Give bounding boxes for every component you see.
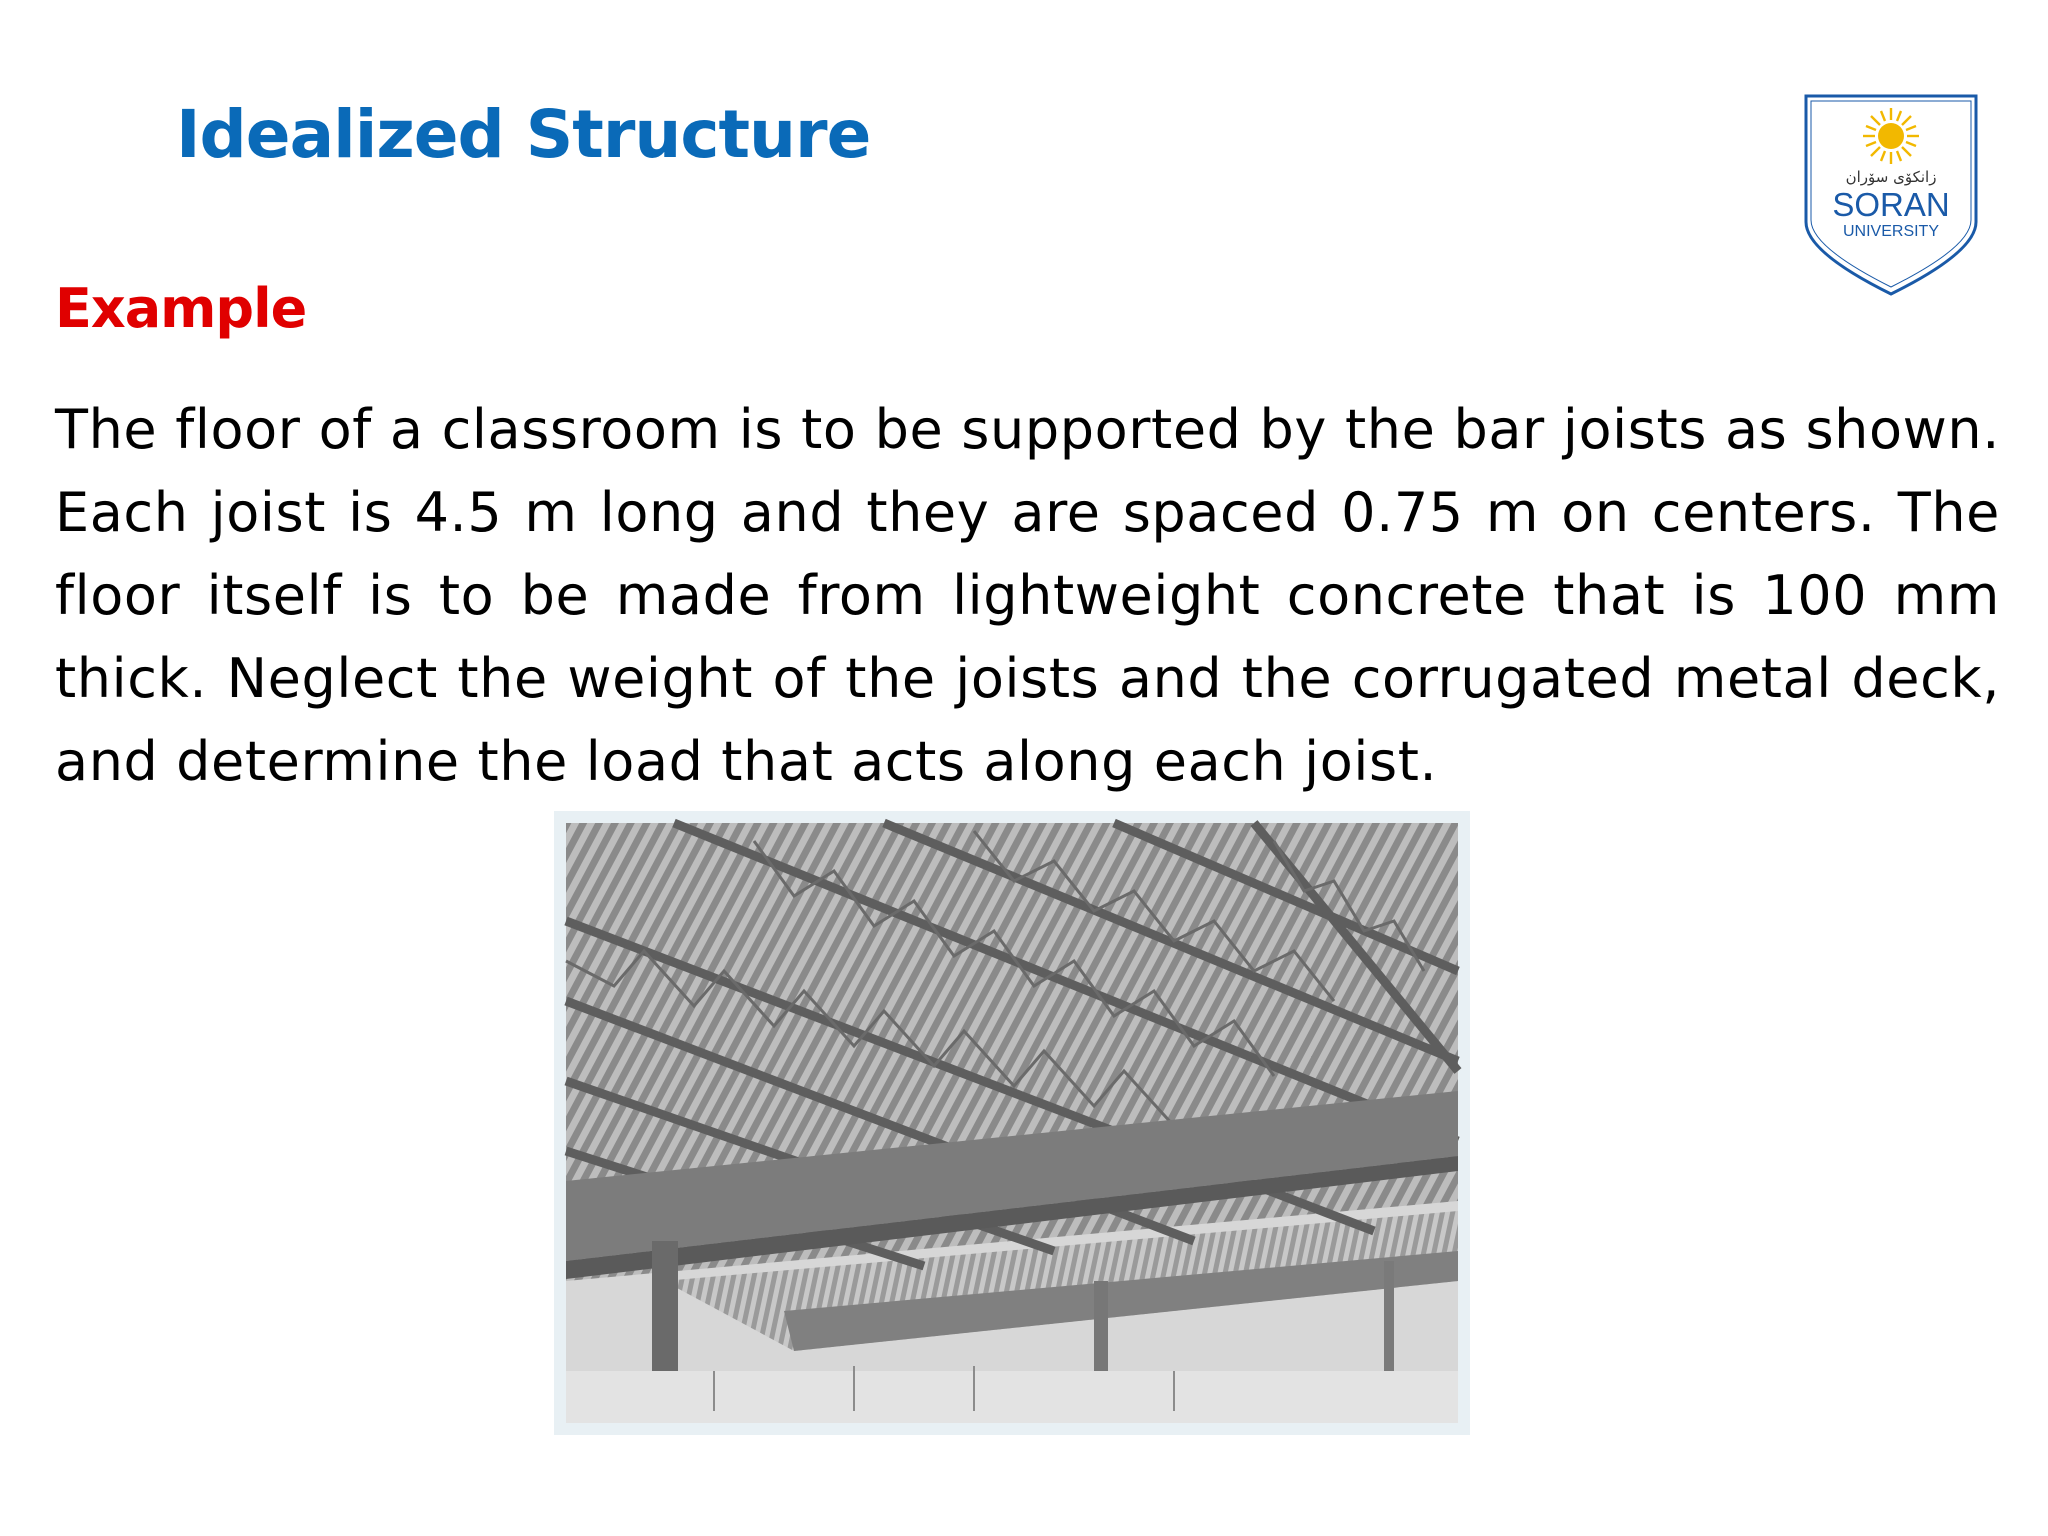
soran-university-logo <box>1804 94 1978 296</box>
example-heading: Example <box>55 277 307 340</box>
bar-joist-illustration <box>554 811 1470 1435</box>
logo-subname: UNIVERSITY <box>1842 223 1940 240</box>
logo-name: SORAN <box>1832 186 1950 223</box>
slide-title: Idealized Structure <box>176 96 871 173</box>
problem-statement: The floor of a classroom is to be supported by the bar joists as shown. Each joist is 4.5 m long and they are spaced 0.75 m on centers. The floor itself is to be made from lightweight concrete that is 100 mm thick. Neglect the weight of the joists and the corrugated metal deck, and determine the load that acts along each joist. <box>55 398 2000 793</box>
logo-arabic-text: زانكۆی سۆران <box>1845 168 1937 186</box>
sun-icon <box>1863 108 1919 164</box>
steel-bar-joist-photo <box>554 811 1470 1435</box>
logo-shield-svg <box>1804 94 1978 296</box>
